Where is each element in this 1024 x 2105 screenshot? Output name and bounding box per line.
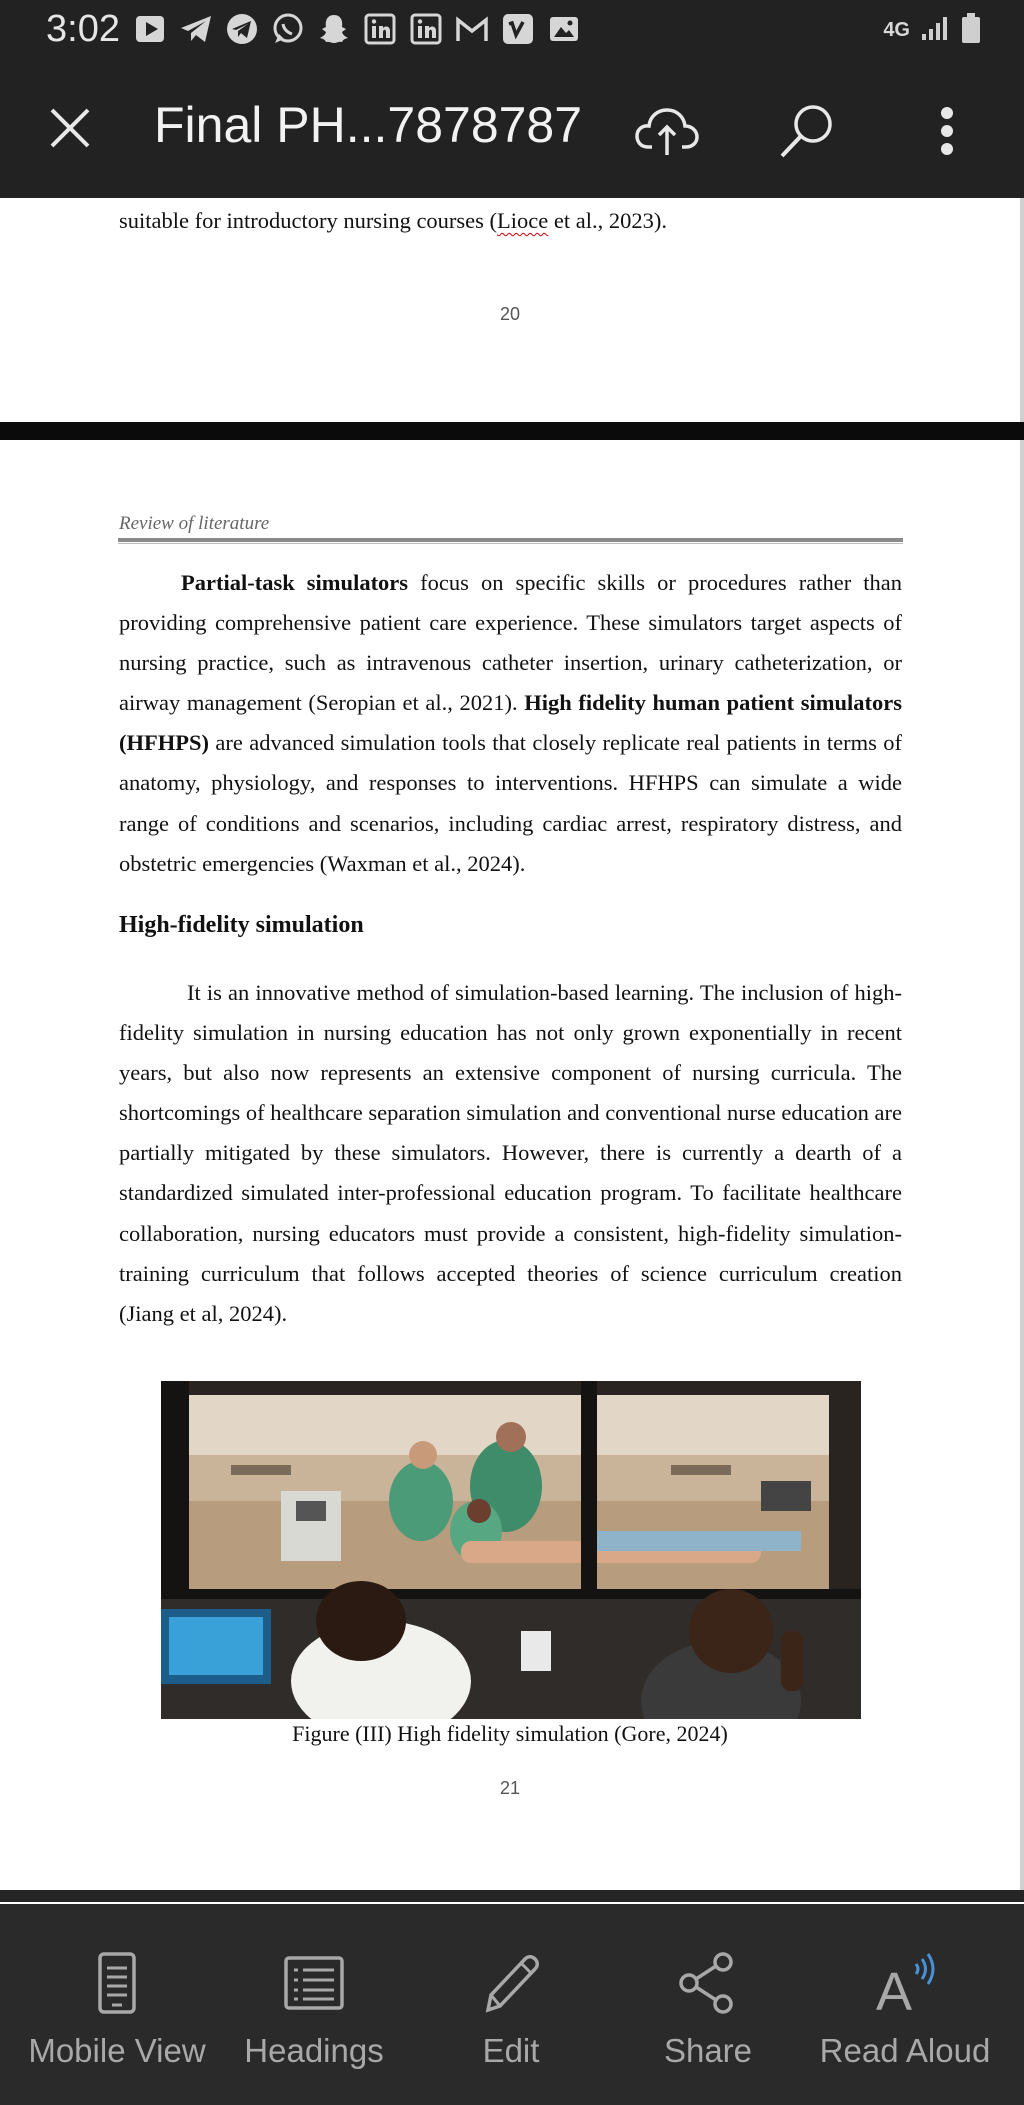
gallery-icon [546,11,582,47]
document-view[interactable] [0,198,1024,1904]
page-20-text: suitable for introductory nursing courses (Lioce et al., 2023). [119,208,667,233]
headings-label: Headings [244,2032,384,2069]
more-vert-icon [937,101,957,161]
paragraph-partial-task: Partial-task simulators focus on specific skills or procedures rather than providing comprehensive patient care experience. These simulators target aspects of nursing practice, such as intravenous catheter insertion, urinary catheterization, or airway management (Seropian et al., 2021). High fidelity human patient simulators (HFHPS) are advanced simulation tools that closely replicate real patients in terms of anatomy, physiology, and responses to interventions. HFHPS can simulate a wide range of conditions and scenarios, including cardiac arrest, respiratory distress, and obstetric emergencies (Waxman et al., 2024). [119,570,902,876]
svg-text:A: A [876,1962,913,2018]
headings-icon [279,1948,349,2018]
youtube-icon [132,11,168,47]
read-aloud-icon [870,1948,940,2018]
headings-button[interactable] [214,1904,414,2105]
status-time: 3:02 [46,8,120,50]
linkedin-icon [408,11,444,47]
telegram-icon [178,11,214,47]
page-break [0,1890,1024,1902]
vimeo-icon [500,11,536,47]
page-number-20: 20 [499,304,521,324]
close-button[interactable] [46,104,94,152]
search-button[interactable] [774,98,840,164]
read-aloud-label: Read Aloud [819,2032,991,2069]
page-edge [1020,440,1024,1900]
mobile-view-button[interactable] [17,1904,217,2105]
spellcheck-flag: Lioce [497,208,549,233]
battery-icon [960,12,982,49]
page-break [0,422,1024,440]
more-options-button[interactable] [914,98,980,164]
figure-caption: Figure (III) High fidelity simulation (Gore, 2024) [292,1721,728,1746]
section-heading: High-fidelity simulation [119,912,364,938]
system-status [883,12,982,49]
notification-icons [132,10,582,48]
page-edge [1020,198,1024,422]
mobile-view-label: Mobile View [28,2032,206,2069]
cloud-upload-button[interactable] [634,98,700,164]
share-button[interactable] [608,1904,808,2105]
document-title[interactable]: Final PH...7878787 [154,97,583,153]
share-icon [673,1948,743,2018]
linkedin-icon [362,11,398,47]
read-aloud-button[interactable] [805,1904,1005,2105]
bottom-action-bar [0,1904,1024,2105]
app-top-bar [0,0,1024,198]
header-rule [118,538,903,542]
page-number-21: 21 [499,1778,521,1798]
running-header: Review of literature [119,513,270,534]
paragraph-high-fidelity: It is an innovative method of simulation-based learning. The inclusion of high-fidelity simulation in nursing education has not only grown exponentially in recent years, but also now represents an extensive component of nursing curricula. The shortcomings of healthcare separation simulation and conventional nurse education are partially mitigated by these simulators. However, there is currently a dearth of a standardized simulated inter-professional education program. To facilitate healthcare collaboration, nursing educators must provide a consistent, high-fidelity simulation-training curriculum that follows accepted theories of science curriculum creation (Jiang et al, 2024). [119,980,902,1326]
gmail-icon [454,11,490,47]
edit-button[interactable] [411,1904,611,2105]
simulation-lab-photo [161,1381,861,1719]
network-type: 4G [883,19,910,41]
signal-icon [920,14,950,47]
whatsapp-icon [270,11,306,47]
telegram-icon [224,11,260,47]
edit-label: Edit [482,2032,540,2069]
snapchat-icon [316,11,352,47]
share-label: Share [663,2032,753,2069]
figure-image[interactable] [161,1381,861,1719]
cloud-upload-icon [634,103,700,159]
header-rule [118,543,903,544]
mobile-view-icon [82,1948,152,2018]
close-icon [46,104,94,152]
search-icon [777,101,837,161]
pencil-icon [476,1948,546,2018]
